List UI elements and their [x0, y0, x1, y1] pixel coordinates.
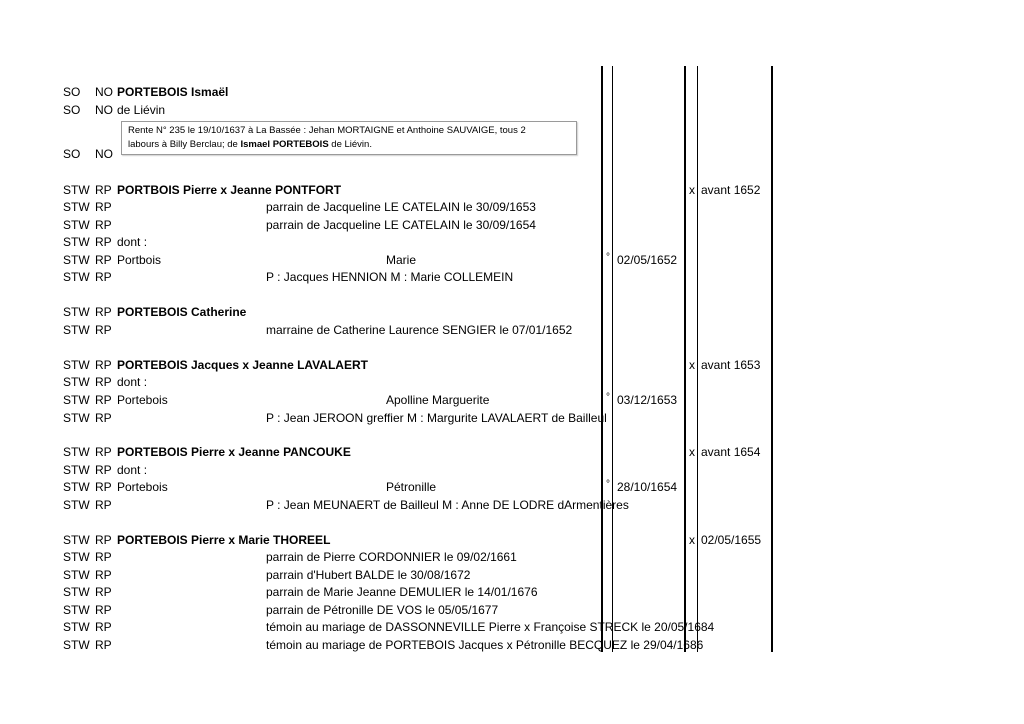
cell-mid: P : Jean JEROON greffier M : Margurite LAVALAERT de Bailleul [266, 411, 607, 425]
cell-child: Marie [386, 253, 417, 267]
cell-rp: RP [95, 305, 112, 319]
cell-x: x [689, 358, 695, 372]
record-row [0, 443, 1024, 461]
cell-rp: RP [95, 323, 112, 337]
cell-rp: RP [95, 620, 112, 634]
cell-rp: RP [95, 568, 112, 582]
note-line: Rente N° 235 le 19/10/1637 à La Bassée : Jehan MORTAIGNE et Anthoine SAUVAIGE, tous 2 [128, 125, 526, 136]
cell-rp: RP [95, 411, 112, 425]
cell-src: STW [63, 358, 90, 372]
cell-rp: RP [95, 445, 112, 459]
cell-child: Pétronille [386, 480, 437, 494]
cell-src: STW [63, 463, 90, 477]
cell-x: x [689, 533, 695, 547]
cell-mid: témoin au mariage de DASSONNEVILLE Pierre x Françoise STRECK le 20/05/1684 [266, 620, 715, 634]
note-line [128, 138, 570, 152]
record-row [0, 268, 1024, 286]
cell-src: SO [63, 85, 81, 99]
cell-rp: RP [95, 550, 112, 564]
record-row [0, 181, 1024, 199]
cell-src: STW [63, 411, 90, 425]
cell-deg: ° [606, 392, 610, 403]
record-row [0, 233, 1024, 251]
cell-rp: NO [95, 147, 113, 161]
note-name: Ismael PORTEBOIS [240, 139, 329, 150]
cell-src: SO [63, 103, 81, 117]
cell-rp: RP [95, 498, 112, 512]
cell-mid: parrain de Marie Jeanne DEMULIER le 14/01/1676 [266, 585, 538, 599]
cell-mid: P : Jacques HENNION M : Marie COLLEMEIN [266, 270, 514, 284]
record-row [0, 216, 1024, 234]
cell-name: Portebois [117, 480, 168, 494]
cell-name: dont : [117, 463, 148, 477]
cell-mdate: avant 1653 [701, 358, 761, 372]
cell-mid: parrain de Pétronille DE VOS le 05/05/1677 [266, 603, 499, 617]
record-row [0, 496, 1024, 514]
record-row [0, 303, 1024, 321]
cell-rp: RP [95, 218, 112, 232]
record-row [0, 321, 1024, 339]
record-row [0, 83, 1024, 101]
cell-rp: RP [95, 603, 112, 617]
record-row [0, 101, 1024, 119]
cell-rp: RP [95, 480, 112, 494]
cell-name: PORTEBOIS Pierre x Marie THOREEL [117, 533, 331, 547]
record-row [0, 409, 1024, 427]
cell-rp: NO [95, 85, 113, 99]
cell-deg: ° [606, 252, 610, 263]
note-text: labours à Billy Berclau; de [128, 139, 241, 150]
cell-rp: RP [95, 375, 112, 389]
cell-rp: RP [95, 533, 112, 547]
cell-name: PORTBOIS Pierre x Jeanne PONTFORT [117, 183, 342, 197]
cell-src: STW [63, 620, 90, 634]
cell-rp: RP [95, 253, 112, 267]
record-row [0, 531, 1024, 549]
cell-mid: marraine de Catherine Laurence SENGIER le 07/01/1652 [266, 323, 573, 337]
cell-src: STW [63, 200, 90, 214]
cell-name: de Liévin [117, 103, 166, 117]
cell-x: x [689, 183, 695, 197]
cell-src: STW [63, 585, 90, 599]
record-row [0, 391, 1024, 409]
comment-note [121, 121, 577, 155]
cell-rp: RP [95, 200, 112, 214]
cell-src: STW [63, 445, 90, 459]
cell-src: STW [63, 183, 90, 197]
cell-mid: parrain de Jacqueline LE CATELAIN le 30/09/1654 [266, 218, 536, 232]
cell-bdate: 28/10/1654 [617, 480, 678, 494]
cell-src: STW [63, 270, 90, 284]
cell-mdate: avant 1654 [701, 445, 761, 459]
cell-bdate: 03/12/1653 [617, 393, 678, 407]
cell-src: STW [63, 568, 90, 582]
cell-name: dont : [117, 235, 148, 249]
cell-mid: témoin au mariage de PORTEBOIS Jacques x Pétronille BECQUEZ le 29/04/1686 [266, 638, 704, 652]
note-text: de Liévin. [328, 139, 372, 150]
cell-rp: RP [95, 393, 112, 407]
record-row [0, 461, 1024, 479]
record-row [0, 198, 1024, 216]
record-row [0, 478, 1024, 496]
cell-mdate: avant 1652 [701, 183, 761, 197]
cell-x: x [689, 445, 695, 459]
cell-src: STW [63, 253, 90, 267]
cell-src: STW [63, 550, 90, 564]
cell-deg: ° [606, 479, 610, 490]
cell-name: Portbois [117, 253, 162, 267]
cell-rp: RP [95, 358, 112, 372]
cell-rp: NO [95, 103, 113, 117]
cell-rp: RP [95, 270, 112, 284]
cell-src: STW [63, 218, 90, 232]
cell-mdate: 02/05/1655 [701, 533, 762, 547]
record-row [0, 356, 1024, 374]
cell-mid: parrain de Pierre CORDONNIER le 09/02/1661 [266, 550, 517, 564]
record-row [0, 373, 1024, 391]
cell-src: SO [63, 147, 81, 161]
cell-rp: RP [95, 183, 112, 197]
record-row [0, 548, 1024, 566]
cell-src: STW [63, 305, 90, 319]
cell-mid: parrain de Jacqueline LE CATELAIN le 30/09/1653 [266, 200, 536, 214]
cell-name: Portebois [117, 393, 168, 407]
record-row [0, 251, 1024, 269]
cell-src: STW [63, 375, 90, 389]
record-row [0, 583, 1024, 601]
cell-rp: RP [95, 585, 112, 599]
cell-src: STW [63, 235, 90, 249]
cell-name: dont : [117, 375, 148, 389]
cell-mid: P : Jean MEUNAERT de Bailleul M : Anne DE LODRE dArmentières [266, 498, 629, 512]
cell-src: STW [63, 393, 90, 407]
cell-src: STW [63, 498, 90, 512]
record-row [0, 601, 1024, 619]
cell-src: STW [63, 603, 90, 617]
cell-rp: RP [95, 638, 112, 652]
cell-rp: RP [95, 463, 112, 477]
cell-bdate: 02/05/1652 [617, 253, 678, 267]
cell-child: Apolline Marguerite [386, 393, 490, 407]
record-row [0, 618, 1024, 636]
cell-name: PORTEBOIS Pierre x Jeanne PANCOUKE [117, 445, 351, 459]
cell-rp: RP [95, 235, 112, 249]
cell-name: PORTEBOIS Ismaël [117, 85, 229, 99]
cell-src: STW [63, 323, 90, 337]
record-row [0, 566, 1024, 584]
cell-src: STW [63, 533, 90, 547]
cell-name: PORTEBOIS Catherine [117, 305, 247, 319]
record-row [0, 636, 1024, 654]
cell-src: STW [63, 480, 90, 494]
cell-name: PORTEBOIS Jacques x Jeanne LAVALAERT [117, 358, 368, 372]
cell-mid: parrain d'Hubert BALDE le 30/08/1672 [266, 568, 471, 582]
cell-src: STW [63, 638, 90, 652]
